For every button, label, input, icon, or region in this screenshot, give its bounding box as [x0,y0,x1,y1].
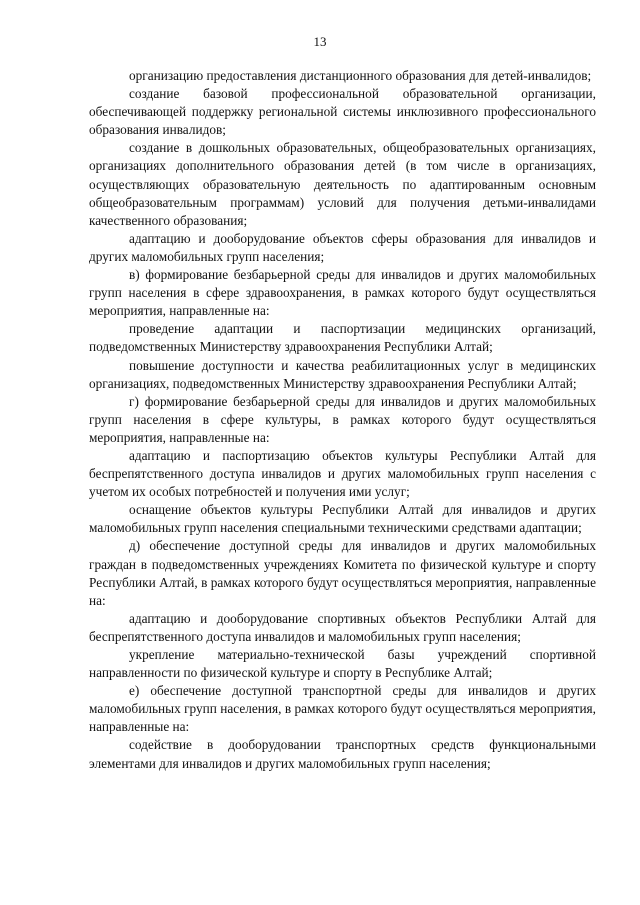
paragraph: повышение доступности и качества реабилитационных услуг в медицинских организациях, подведомственных Министерству здравоохранения Республики Алтай; [89,357,596,391]
paragraph: адаптацию и дооборудование объектов сферы образования для инвалидов и других маломобильных групп населения; [89,230,596,264]
paragraph: е) обеспечение доступной транспортной среды для инвалидов и других маломобильных групп населения, в рамках которого будут осуществляться мероприятия, направленные на: [89,683,596,735]
paragraph: проведение адаптации и паспортизации медицинских организаций, подведомственных Министерству здравоохранения Республики Алтай; [89,321,596,355]
paragraph: адаптацию и паспортизацию объектов культуры Республики Алтай для беспрепятственного доступа инвалидов и других маломобильных групп населения с учетом их особых потребностей и получения ими услуг; [89,447,596,500]
paragraph: г) формирование безбарьерной среды для инвалидов и других маломобильных групп населения в сфере культуры, в рамках которого будут осуществляться мероприятия, направленные на: [89,393,596,445]
document-body [89,67,596,773]
paragraph: создание в дошкольных образовательных, общеобразовательных организациях, организациях дополнительного образования детей (в том числе в организациях, осуществляющих образовательную деятельность по адаптированным основным общеобразовательным программам) условий для получения детьми-инвалидами качественного образования; [89,140,596,228]
paragraph: организацию предоставления дистанционного образования для детей-инвалидов; [129,68,592,83]
paragraph: укрепление материально-технической базы учреждений спортивной направленности по физической культуре и спорту в Республике Алтай; [89,647,596,681]
page-number: 13 [313,34,327,49]
paragraph: адаптацию и дооборудование спортивных объектов Республики Алтай для беспрепятственного доступа инвалидов и маломобильных групп населения; [89,610,596,644]
paragraph: д) обеспечение доступной среды для инвалидов и других маломобильных граждан в подведомственных учреждениях Комитета по физической культуре и спорту Республики Алтай, в рамках которого будут осуществляться мероприятия, направленные на: [89,538,596,608]
paragraph: оснащение объектов культуры Республики Алтай для инвалидов и других маломобильных групп населения специальными техническими средствами адаптации; [89,502,596,536]
paragraph: создание базовой профессиональной образовательной организации, обеспечивающей поддержку региональной системы инклюзивного профессионального образования инвалидов; [89,86,596,138]
paragraph: содействие в дооборудовании транспортных средств функциональными элементами для инвалидов и других маломобильных групп населения; [89,737,596,771]
paragraph: в) формирование безбарьерной среды для инвалидов и других маломобильных групп населения в сфере здравоохранения, в рамках которого будут осуществляться мероприятия, направленные на: [89,267,596,319]
